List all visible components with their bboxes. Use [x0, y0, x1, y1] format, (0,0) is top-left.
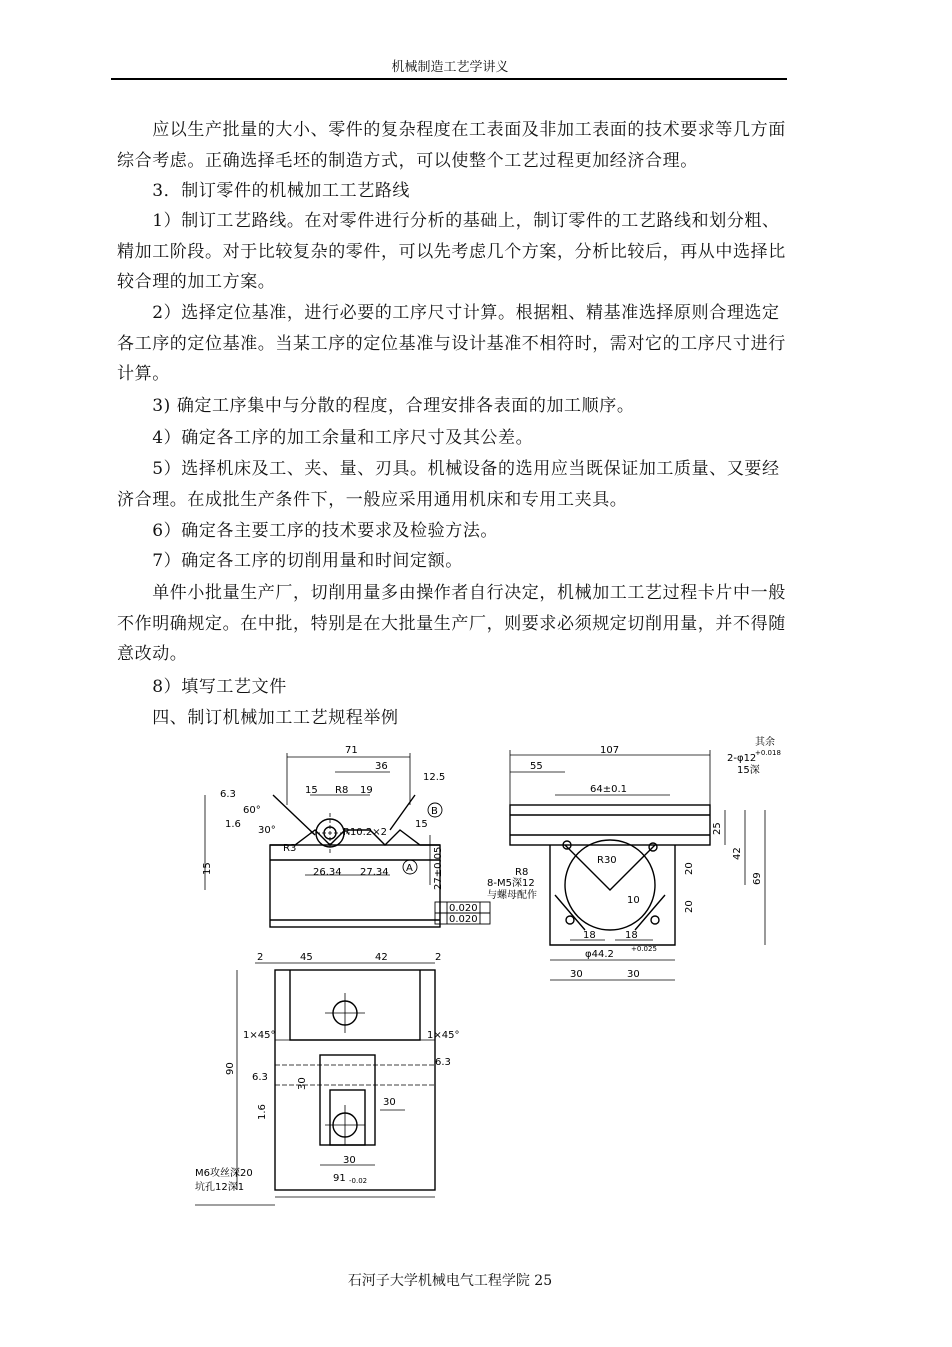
paragraph-11: 8）填写工艺文件 [117, 677, 287, 697]
page-footer: 石河子大学机械电气工程学院 25 [347, 1273, 553, 1289]
tolerance-1: 0.020 [449, 903, 478, 914]
dim-phi44-tol: +0.025 [631, 945, 657, 953]
dim-55: 55 [530, 761, 543, 772]
dim-r30: R30 [597, 855, 617, 866]
dim-20a: 20 [684, 862, 695, 875]
paragraph-8: 6）确定各主要工序的技术要求及检验方法。 [117, 521, 499, 541]
dim-30a: 30 [570, 969, 583, 980]
dim-15-side: 15 [202, 862, 213, 875]
dim-30d: 30 [343, 1155, 356, 1166]
paragraph-1: 应以生产批量的大小、零件的复杂程度在工表面及非加工表面的技术要求等几方面综合考虑。正确选择毛坯的制造方式，可以使整个工艺过程更加经济合理。 [117, 120, 786, 171]
datum-b: B [431, 806, 438, 817]
hole-spec: 2-φ12 [727, 753, 757, 764]
dim-r3: R3 [283, 843, 297, 854]
paragraph-6: 4）确定各工序的加工余量和工序尺寸及其公差。 [117, 428, 534, 448]
dim-27-34: 27.34 [360, 867, 389, 878]
header-rule [111, 78, 787, 80]
dim-71: 71 [345, 745, 358, 756]
dim-r8b: R8 [515, 867, 529, 878]
dim-64: 64±0.1 [590, 784, 628, 795]
dim-2a: 2 [257, 952, 264, 963]
dim-10: 10 [627, 895, 640, 906]
rough-6-3: 6.3 [220, 789, 236, 800]
dim-18b: 18 [625, 930, 638, 941]
paragraph-12: 四、制订机械加工工艺规程举例 [117, 708, 399, 728]
hole-tolerance: +0.018 [755, 749, 781, 757]
paragraph-10: 单件小批量生产厂，切削用量多由操作者自行决定，机械加工工艺过程卡片中一般不作明确规定。在中批，特别是在大批量生产厂，则要求必须规定切削用量，并不得随意改动。 [117, 583, 786, 664]
dim-69: 69 [752, 872, 763, 885]
front-view [205, 753, 490, 927]
dim-27: 27±0.05 [433, 846, 444, 890]
dim-42: 42 [732, 847, 743, 860]
rough-6-3c: 6.3 [435, 1057, 451, 1068]
paragraph-3: 1）制订工艺路线。在对零件进行分析的基础上，制订零件的工艺路线和划分粗、精加工阶段。对于比较复杂的零件，可以先考虑几个方案，分析比较后，再从中选择比较合理的加工方案。 [117, 211, 786, 292]
paragraph-2: 3．制订零件的机械加工工艺路线 [117, 181, 411, 201]
rest-note: 其余 [755, 737, 775, 748]
dim-90: 90 [225, 1062, 236, 1075]
dim-18a: 18 [583, 930, 596, 941]
chamfer-2: 1×45° [427, 1030, 460, 1041]
rough-6-3b: 6.3 [252, 1072, 268, 1083]
dim-25: 25 [712, 822, 723, 835]
dim-36: 36 [375, 761, 388, 772]
dim-107: 107 [600, 745, 620, 756]
rough-1-6v: 1.6 [257, 1104, 268, 1120]
dim-30b: 30 [627, 969, 640, 980]
rough-1-6: 1.6 [225, 819, 241, 830]
dim-r8: R8 [335, 785, 349, 796]
dim-30c: 30 [383, 1097, 396, 1108]
paragraph-5: 3) 确定工序集中与分散的程度，合理安排各表面的加工顺序。 [117, 396, 635, 416]
thread-spec: 8-M5深12 [487, 878, 535, 889]
thread-note: 与螺母配作 [487, 890, 537, 901]
dim-30v: 30 [297, 1077, 308, 1090]
dim-19: 19 [360, 785, 373, 796]
paragraph-7: 5）选择机床及工、夹、量、刃具。机械设备的选用应当既保证加工质量、又要经济合理。在成批生产条件下，一般应采用通用机床和专用工夹具。 [117, 459, 780, 510]
dim-20b: 20 [684, 900, 695, 913]
paragraph-4: 2）选择定位基准，进行必要的工序尺寸计算。根据粗、精基准选择原则合理选定各工序的定位基准。当某工序的定位基准与设计基准不相符时，需对它的工序尺寸进行计算。 [117, 303, 786, 384]
datum-a: A [406, 863, 413, 874]
dim-phi44: φ44.2 [585, 949, 614, 960]
dim-42b: 42 [375, 952, 388, 963]
angle-30: 30° [258, 825, 276, 836]
m6-note2: 坑孔12深1 [195, 1182, 245, 1193]
dim-2b: 2 [435, 952, 442, 963]
page-header: 机械制造工艺学讲义 [391, 60, 509, 75]
hole-depth: 15深 [737, 765, 760, 776]
dim-91-tol: -0.02 [349, 1177, 368, 1185]
m6-note: M6攻丝深20 [195, 1168, 253, 1179]
dim-45: 45 [300, 952, 313, 963]
chamfer-1: 1×45° [243, 1030, 276, 1041]
dim-15: 15 [305, 785, 318, 796]
engineering-drawing [165, 735, 785, 1213]
dim-15b: 15 [415, 819, 428, 830]
tolerance-2: 0.020 [449, 914, 478, 925]
dim-91: 91 [333, 1173, 346, 1184]
angle-60: 60° [243, 805, 261, 816]
dim-26-34: 26.34 [313, 867, 342, 878]
dim-12-5: 12.5 [423, 772, 446, 783]
dim-r10: R10.2×2 [343, 827, 387, 838]
paragraph-9: 7）确定各工序的切削用量和时间定额。 [117, 551, 463, 571]
